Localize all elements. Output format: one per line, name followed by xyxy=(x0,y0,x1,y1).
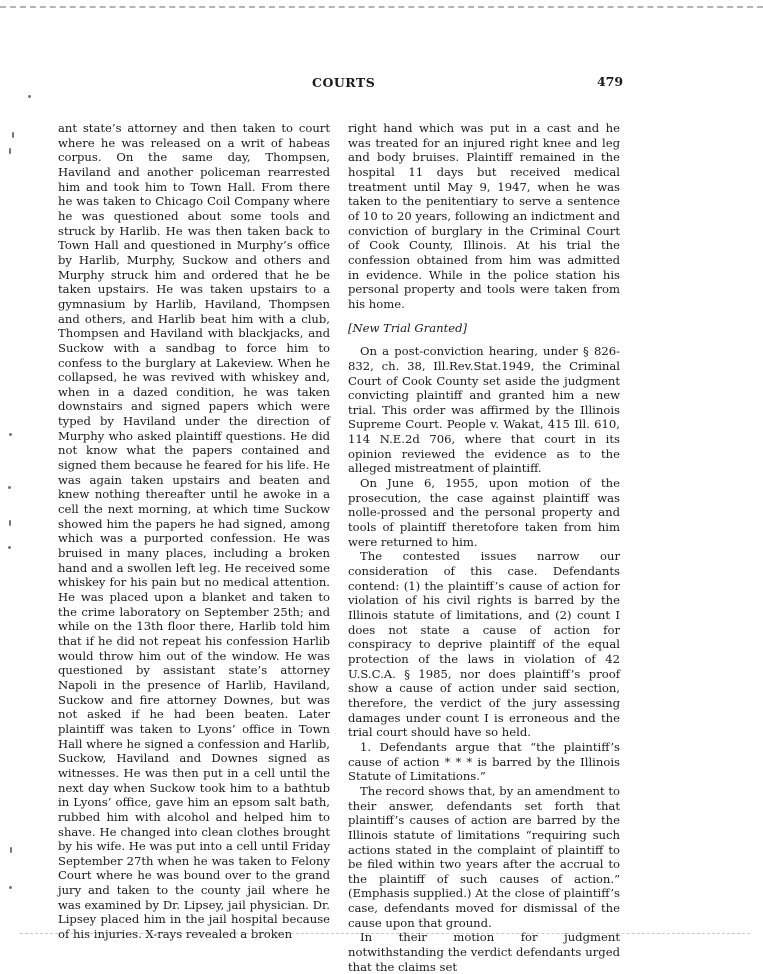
paragraph: On a post-conviction hearing, under § 826-832, ch. 38, Ill.Rev.Stat.1949, the Criminal Court of Cook County set aside the judgment convicting plaintiff and granted him a new trial. This order was affirmed by the Illinois Supreme Court. People v. Wakat, 415 Ill. 610, 114 N.E.2d 706, where that court in its opinion reviewed the evidence as to the alleged mistreatment of plaintiff. xyxy=(348,344,620,476)
margin-tick xyxy=(9,520,11,526)
paragraph: 1. Defendants argue that “the plaintiff’s cause of action * * * is barred by the Illinois Statute of Limitations.” xyxy=(348,739,620,784)
right-column xyxy=(348,121,620,974)
left-column xyxy=(58,121,330,942)
running-head-title: COURTS xyxy=(312,75,376,90)
scan-edge-bottom xyxy=(20,933,750,934)
paragraph: On June 6, 1955, upon motion of the prosecution, the case against plaintiff was nolle-prossed and the personal property and tools of plaintiff theretofore taken from him were returned to him. xyxy=(348,476,620,549)
margin-dot xyxy=(8,546,11,549)
paragraph: In their motion for judgment notwithstanding the verdict defendants urged that the claims set xyxy=(348,930,620,974)
paragraph: right hand which was put in a cast and he was treated for an injured right knee and leg and body bruises. Plaintiff remained in the hospital 11 days but received medical treatment until May 9, 1947, when he was taken to the penitentiary to serve a sentence of 10 to 20 years, following an indictment and conviction of burglary in the Criminal Court of Cook County, Illinois. At his trial the confession obtained from him was admitted in evidence. While in the police station his personal property and tools were taken from his home. xyxy=(348,121,620,311)
margin-marks xyxy=(0,0,60,940)
running-head xyxy=(0,75,763,91)
margin-dot xyxy=(9,433,12,436)
margin-dot xyxy=(9,886,12,889)
margin-dot xyxy=(28,95,31,98)
margin-tick xyxy=(9,148,11,154)
paragraph: The record shows that, by an amendment to their answer, defendants set forth that plaintiff’s causes of action are barred by the Illinois statute of limitations “requiring such actions stated in the complaint of plaintiff to be filed within two years after the accrual to the plaintiff of such causes of action.” (Emphasis supplied.) At the close of plaintiff’s case, defendants moved for dismissal of the cause upon that ground. xyxy=(348,783,620,930)
section-heading: [New Trial Granted] xyxy=(348,320,468,335)
paragraph: ant state’s attorney and then taken to court where he was released on a writ of habeas corpus. On the same day, Thompsen, Haviland and another policeman rearrested him and took him to Town Hall. From there he was taken to Chicago Coil Company where he was questioned about some tools and struck by Harlib. He was then taken back to Town Hall and questioned in Murphy’s office by Harlib, Murphy, Suckow and others and Murphy struck him and ordered that he be taken upstairs. He was taken upstairs to a gymnasium by Harlib, Haviland, Thompsen and others, and Harlib beat him with a club, Thompsen and Haviland with blackjacks, and Suckow with a sandbag to force him to confess to the burglary at Lakeview. When he collapsed, he was revived with whiskey and, when in a dazed condition, he was taken downstairs and signed papers which were typed by Haviland under the direction of Murphy who asked plaintiff questions. He did not know what the papers contained and signed them because he feared for his life. He was again taken upstairs and beaten and knew nothing thereafter until he awoke in a cell the next morning, at which time Suckow showed him the papers he had signed, among which was a purported confession. He was bruised in many places, including a broken hand and a swollen left leg. He received some whiskey for his pain but no medical attention. He was placed upon a blanket and taken to the crime laboratory on September 25th; and while on the 13th floor there, Harlib told him that if he did not repeat his confession Harlib would throw him out of the window. He was questioned by assistant state’s attorney Napoli in the presence of Harlib, Haviland, Suckow and fire attorney Downes, but was not asked if he had been beaten. Later plaintiff was taken to Lyons’ office in Town Hall where he signed a confession and Harlib, Suckow, Haviland and Downes signed as witnesses. He was then put in a cell until the next day when Suckow took him to a bathtub in Lyons’ office, gave him an epsom salt bath, rubbed him with alcohol and helped him to shave. He changed into clean clothes brought by his wife. He was put into a cell until Friday September 27th when he was taken to Felony Court where he was bound over to the grand jury and taken to the county jail where he was examined by Dr. Lipsey, jail physician. Dr. Lipsey placed him in the jail hospital because of his injuries. X-rays revealed a broken xyxy=(58,121,330,942)
margin-dot xyxy=(8,486,11,489)
margin-tick xyxy=(12,132,14,138)
page-number: 479 xyxy=(597,74,624,89)
scan-edge-top xyxy=(0,6,763,8)
margin-tick xyxy=(10,847,12,853)
paragraph: The contested issues narrow our consideration of this case. Defendants contend: (1) the plaintiff’s cause of action for violation of his civil rights is barred by the Illinois statute of limitations, and (2) count I does not state a cause of action for conspiracy to deprive plaintiff of the equal protection of the laws in violation of 42 U.S.C.A. § 1985, nor does plaintiff’s proof show a cause of action under said section, therefore, the verdict of the jury assessing damages under count I is erroneous and the trial court should have so held. xyxy=(348,549,620,740)
